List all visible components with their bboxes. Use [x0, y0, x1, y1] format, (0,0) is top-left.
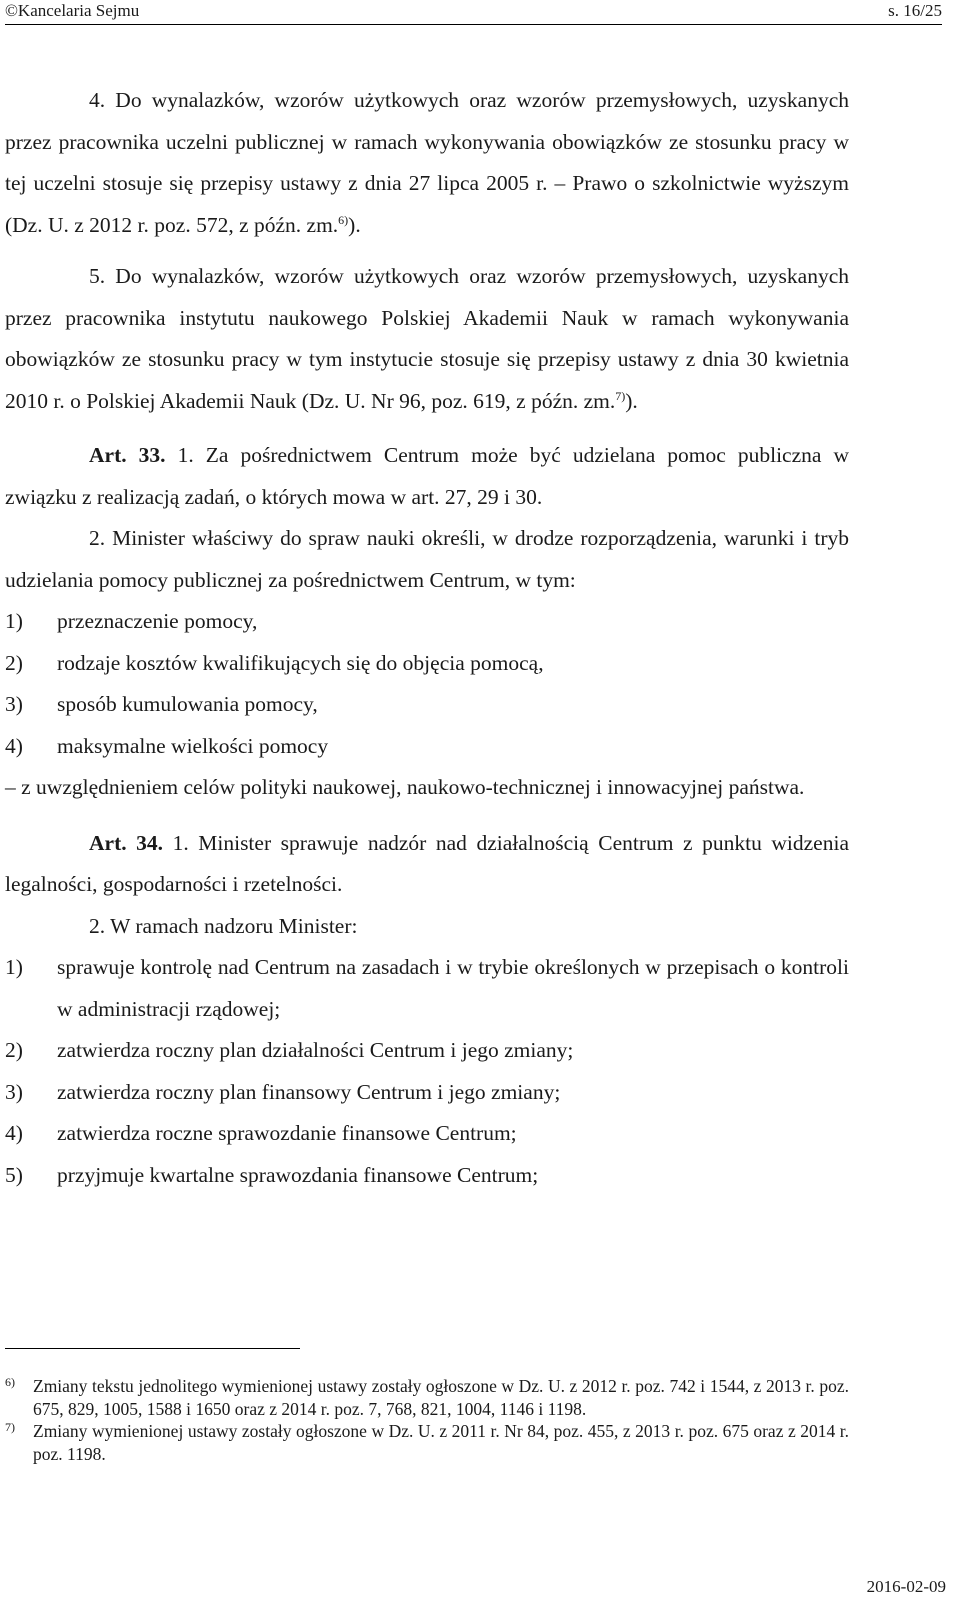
- header-page-number: s. 16/25: [888, 1, 942, 20]
- art34-item-text: przyjmuje kwartalne sprawozdania finansowe Centrum;: [57, 1162, 539, 1187]
- art-34-paragraph-1: [5, 823, 849, 906]
- footnote-text: Zmiany wymienionej ustawy zostały ogłoszone w Dz. U. z 2011 r. Nr 84, poz. 455, z 2013 r. poz. 675 oraz z 2014 r. poz. 1198.: [33, 1421, 849, 1464]
- paragraph-5-end: ).: [625, 388, 638, 413]
- paragraph-4-text: 4. Do wynalazków, wzorów użytkowych oraz wzorów przemysłowych, uzyskanych przez pracownika uczelni publicznej w ramach wykonywania obowiązków ze stosunku pracy w tej uczelni stosuje się przepisy ustawy z dnia 27 lipca 2005 r. – Prawo o szkolnictwie wyższym (Dz. U. z 2012 r. poz. 572, z późn. zm.: [5, 88, 849, 237]
- art33-item: [5, 601, 849, 643]
- footer-date: 2016-02-09: [866, 1577, 946, 1596]
- art33-item-text: maksymalne wielkości pomocy: [57, 733, 329, 758]
- art33-item-text: przeznaczenie pomocy,: [57, 609, 258, 633]
- art33-item-number: 2): [5, 650, 23, 675]
- art-33-label: Art. 33.: [89, 443, 166, 467]
- art33-item: [5, 684, 849, 726]
- art-33-paragraph-2: 2. Minister właściwy do spraw nauki określi, w drodze rozporządzenia, warunki i tryb udzielania pomocy publicznej za pośrednictwem Centrum, w tym:: [5, 526, 849, 592]
- art-34-p1-text: 1. Minister sprawuje nadzór nad działalnością Centrum z punktu widzenia legalności, gospodarności i rzetelności.: [5, 830, 849, 896]
- footnote: [5, 1420, 849, 1465]
- art33-item: [5, 726, 849, 768]
- footnotes: [5, 1375, 849, 1465]
- footnote: [5, 1375, 849, 1420]
- art33-item-number: 4): [5, 733, 23, 758]
- art34-item-text: zatwierdza roczny plan działalności Centrum i jego zmiany;: [57, 1038, 574, 1062]
- art33-item-text: rodzaje kosztów kwalifikujących się do objęcia pomocą,: [57, 650, 544, 675]
- art34-item-number: 4): [5, 1121, 23, 1145]
- footnote-ref-7[interactable]: 7): [615, 388, 626, 403]
- art-33-p1-text: 1. Za pośrednictwem Centrum może być udzielana pomoc publiczna w związku z realizacją zadań, o których mowa w art. 27, 29 i 30.: [5, 443, 849, 509]
- art-33-tail: – z uwzględnieniem celów polityki naukowej, naukowo-technicznej i innowacyjnej państwa.: [5, 775, 805, 799]
- page-header: [5, 0, 942, 25]
- header-publisher: ©Kancelaria Sejmu: [5, 1, 140, 20]
- art-34-paragraph-2: 2. W ramach nadzoru Minister:: [89, 913, 358, 938]
- art34-item: [5, 947, 849, 1030]
- art33-item-number: 3): [5, 692, 23, 716]
- footnote-number: 7): [5, 1420, 15, 1434]
- art-34-label: Art. 34.: [89, 830, 164, 855]
- art34-item-number: 1): [5, 955, 23, 979]
- art34-item: [5, 1072, 849, 1114]
- art33-item-number: 1): [5, 609, 23, 633]
- art33-item: [5, 643, 849, 685]
- art33-item-text: sposób kumulowania pomocy,: [57, 692, 318, 716]
- art34-item-text: zatwierdza roczne sprawozdanie finansowe Centrum;: [57, 1121, 517, 1145]
- art-34-item-list: [5, 947, 849, 1196]
- footnote-text: Zmiany tekstu jednolitego wymienionej ustawy zostały ogłoszone w Dz. U. z 2012 r. poz. 742 i 1544, z 2013 r. poz. 675, 829, 1005, 1588 i 1650 oraz z 2014 r. poz. 7, 768, 821, 1004, 1146 i 1198.: [33, 1376, 849, 1419]
- document-body: [5, 80, 849, 1196]
- art34-item: [5, 1030, 849, 1072]
- paragraph-5-text: 5. Do wynalazków, wzorów użytkowych oraz wzorów przemysłowych, uzyskanych przez pracownika instytutu naukowego Polskiej Akademii Nauk w ramach wykonywania obowiązków ze stosunku pracy w tym instytucie stosuje się przepisy ustawy z dnia 30 kwietnia 2010 r. o Polskiej Akademii Nauk (Dz. U. Nr 96, poz. 619, z późn. zm.: [5, 264, 849, 413]
- paragraph-4-end: ).: [348, 212, 361, 237]
- footnote-ref-6[interactable]: 6): [338, 212, 349, 227]
- art-33-paragraph-1: [5, 435, 849, 518]
- footnote-separator: [5, 1348, 300, 1349]
- art34-item-text: sprawuje kontrolę nad Centrum na zasadach i w trybie określonych w przepisach o kontroli w administracji rządowej;: [57, 955, 849, 1021]
- art-33-item-list: [5, 601, 849, 767]
- art34-item-number: 3): [5, 1079, 23, 1104]
- paragraph-4: [5, 80, 849, 246]
- footnote-number: 6): [5, 1375, 15, 1389]
- art34-item: [5, 1113, 849, 1155]
- art34-item-number: 2): [5, 1038, 23, 1062]
- art34-item: [5, 1155, 849, 1197]
- paragraph-5: [5, 256, 849, 422]
- art34-item-number: 5): [5, 1162, 23, 1187]
- art34-item-text: zatwierdza roczny plan finansowy Centrum i jego zmiany;: [57, 1079, 561, 1104]
